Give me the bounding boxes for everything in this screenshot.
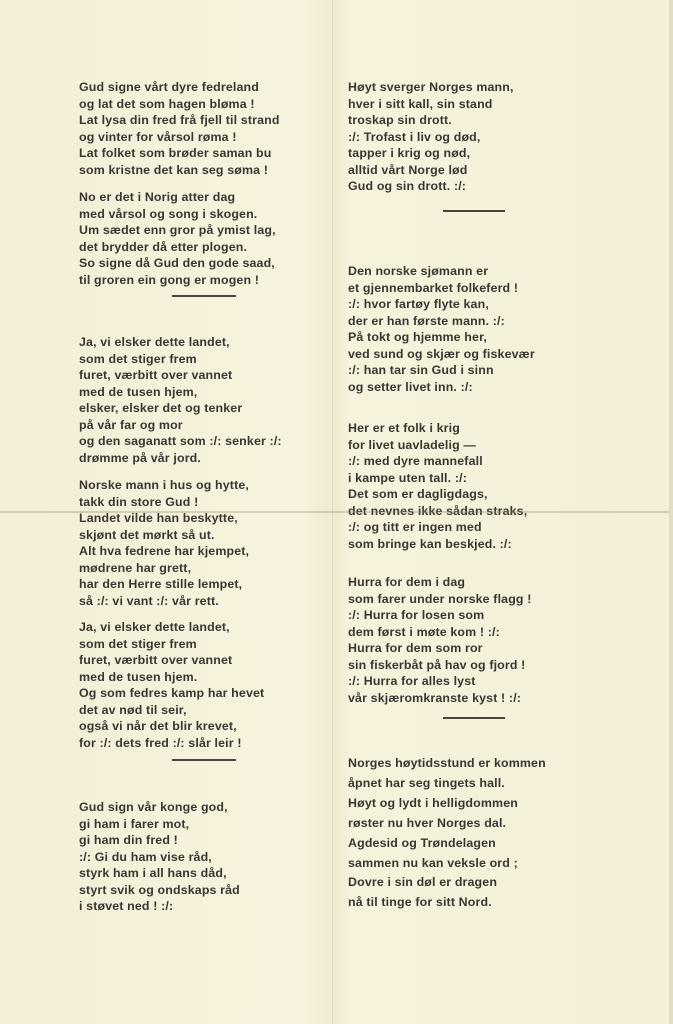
verse-line: som bringe kan beskjed. :/: (348, 536, 512, 551)
verse-line: det nevnes ikke sådan straks, (348, 503, 528, 518)
verse-line: og vinter for vårsol røma ! (79, 129, 237, 144)
verse-line: i støvet ned ! :/: (79, 899, 174, 913)
verse-line: på vår far og mor (79, 417, 183, 432)
verse-line: Høyt og lydt i helligdommen (348, 795, 518, 810)
verse-line: som det stiger frem (79, 351, 197, 366)
verse-line: troskap sin drott. (348, 113, 452, 127)
verse-line: Og som fedres kamp har hevet (79, 686, 265, 700)
stanza (348, 420, 527, 552)
verse-line: til groren ein gong er mogen ! (79, 272, 260, 287)
verse-line: gi ham i farer mot, (79, 816, 190, 831)
verse-line: dem først i møte kom ! :/: (348, 624, 500, 639)
verse-line: styrk ham i all hans dåd, (79, 866, 227, 880)
verse-line: :/: han tar sin Gud i sinn (348, 363, 494, 377)
verse-line: Ja, vi elsker dette landet, (79, 620, 230, 634)
stanza (79, 619, 264, 751)
verse-line: der er han første mann. :/: (348, 313, 505, 328)
divider (172, 759, 236, 761)
verse-line: med de tusen hjem. (79, 669, 198, 684)
verse-line: Lat lysa din fred frå fjell til strand (79, 113, 280, 127)
verse-line: med vårsol og song i skogen. (79, 206, 258, 221)
verse-line: Hurra for dem i dag (348, 575, 466, 589)
verse-line: som farer under norske flagg ! (348, 591, 532, 606)
stanza (79, 799, 240, 915)
verse-line: ved sund og skjær og fiskevær (348, 346, 535, 361)
verse-line: og den saganatt som :/: senker :/: (79, 434, 282, 448)
verse-line: No er det i Norig atter dag (79, 190, 236, 204)
verse-line: :/: Hurra for losen som (348, 608, 485, 622)
verse-line: Lat folket som brøder saman bu (79, 146, 272, 160)
verse-line: Her er et folk i krig (348, 421, 460, 435)
verse-line: På tokt og hjemme her, (348, 330, 487, 344)
verse-line: skjønt det mørkt så ut. (79, 527, 215, 542)
stanza (348, 263, 535, 395)
verse-line: også vi når det blir krevet, (79, 719, 237, 733)
verse-line: :/: med dyre mannefall (348, 454, 483, 468)
stanza (348, 79, 514, 195)
verse-line: :/: Trofast i liv og død, (348, 129, 481, 144)
verse-line: gi ham din fred ! (79, 833, 178, 847)
verse-line: furet, værbitt over vannet (79, 368, 233, 382)
verse-line: drømme på vår jord. (79, 450, 201, 465)
verse-line: mødrene har grett, (79, 560, 192, 575)
verse-line: :/: Hurra for alles lyst (348, 674, 476, 688)
stanza (79, 79, 280, 178)
stanza (79, 334, 282, 466)
paper-edge (669, 0, 673, 1024)
verse-line: Norske mann i hus og hytte, (79, 478, 249, 492)
verse-line: med de tusen hjem, (79, 384, 198, 399)
verse-line: Landet vilde han beskytte, (79, 511, 238, 525)
stanza (79, 189, 276, 288)
verse-line: Gud signe vårt dyre fedreland (79, 80, 259, 94)
verse-line: alltid vårt Norge lød (348, 162, 468, 177)
verse-line: Agdesid og Trøndelagen (348, 835, 496, 850)
verse-line: :/: og titt er ingen med (348, 520, 482, 534)
verse-line: for :/: dets fred :/: slår leir ! (79, 735, 242, 750)
verse-line: :/: Gi du ham vise råd, (79, 849, 212, 864)
verse-line: Norges høytidsstund er kommen (348, 756, 546, 770)
stanza (348, 574, 532, 706)
verse-line: åpnet har seg tingets hall. (348, 775, 505, 790)
verse-line: Høyt sverger Norges mann, (348, 80, 514, 94)
verse-line: sammen nu kan veksle ord ; (348, 855, 518, 870)
verse-line: det brydder då etter plogen. (79, 239, 248, 254)
verse-line: som kristne det kan seg søma ! (79, 162, 269, 177)
verse-line: sin fiskerbåt på hav og fjord ! (348, 657, 526, 672)
verse-line: Alt hva fedrene har kjempet, (79, 544, 250, 558)
stanza (79, 477, 249, 609)
verse-line: vår skjæromkranste kyst ! :/: (348, 690, 522, 705)
divider (172, 295, 236, 297)
verse-line: elsker, elsker det og tenker (79, 401, 243, 415)
verse-line: hver i sitt kall, sin stand (348, 96, 493, 111)
verse-line: Det som er dagligdags, (348, 487, 488, 501)
verse-line: i kampe uten tall. :/: (348, 470, 467, 485)
divider (443, 717, 505, 719)
verse-line: for livet uavladelig — (348, 437, 476, 452)
verse-line: tapper i krig og nød, (348, 146, 471, 160)
verse-line: takk din store Gud ! (79, 494, 199, 509)
verse-line: Um sædet enn gror på ymist lag, (79, 223, 276, 237)
verse-line: røster nu hver Norges dal. (348, 815, 507, 830)
divider (443, 210, 505, 212)
verse-line: Ja, vi elsker dette landet, (79, 335, 230, 349)
verse-line: Gud og sin drott. :/: (348, 179, 467, 193)
verse-line: det av nød til seir, (79, 702, 187, 717)
verse-line: et gjennembarket folkeferd ! (348, 280, 519, 295)
verse-line: og lat det som hagen bløma ! (79, 96, 255, 111)
verse-line: :/: hvor fartøy flyte kan, (348, 297, 489, 311)
verse-line: som det stiger frem (79, 636, 197, 651)
paper-fold-horizontal (0, 511, 673, 513)
verse-line: har den Herre stille lempet, (79, 577, 243, 591)
verse-line: så :/: vi vant :/: vår rett. (79, 593, 219, 608)
verse-line: Hurra for dem som ror (348, 641, 483, 655)
verse-line: Den norske sjømann er (348, 264, 489, 278)
verse-line: furet, værbitt over vannet (79, 653, 233, 667)
verse-line: Dovre i sin døl er dragen (348, 875, 498, 890)
verse-line: og setter livet inn. :/: (348, 379, 473, 394)
verse-line: So signe då Gud den gode saad, (79, 256, 275, 270)
verse-line: Gud sign vår konge god, (79, 800, 228, 814)
verse-line: styrt svik og ondskaps råd (79, 882, 240, 897)
stanza (348, 754, 546, 913)
verse-line: nå til tinge for sitt Nord. (348, 895, 492, 910)
